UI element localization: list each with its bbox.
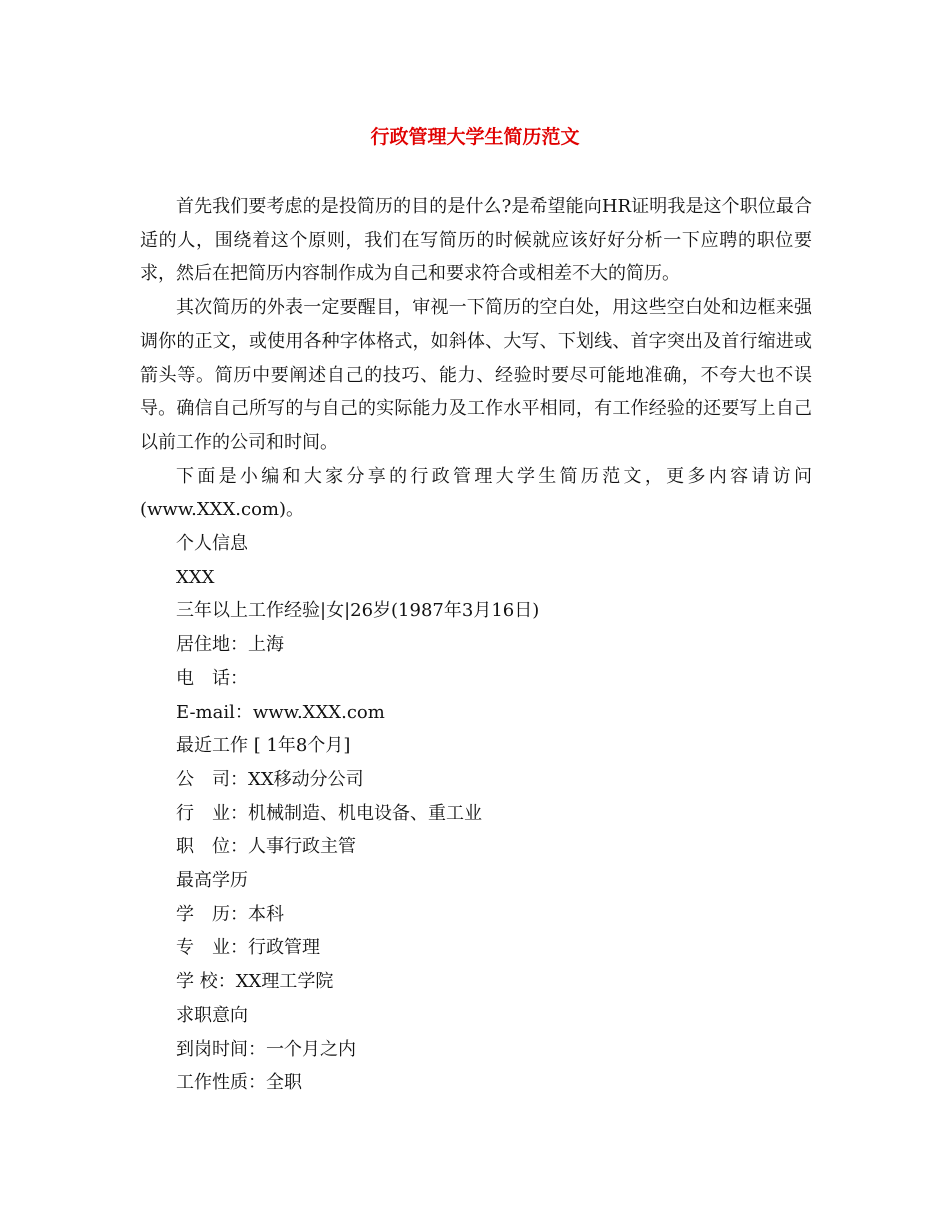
paragraph-appearance: 其次简历的外表一定要醒目，审视一下简历的空白处，用这些空白处和边框来强调你的正文，或使用各种字体格式，如斜体、大写、下划线、首字突出及首行缩进或箭头等。简历中要阐述自己的技巧、能力、经验时要尽可能地准确，不夸大也不误导。确信自己所写的与自己的实际能力及工作水平相同，有工作经验的还要写上自己以前工作的公司和时间。 [140, 297, 812, 453]
info-school: 学 校：XX理工学院 [176, 971, 334, 993]
info-start-time: 到岗时间：一个月之内 [176, 1038, 356, 1060]
document-title: 行政管理大学生简历范文 [370, 126, 580, 148]
info-industry: 行 业：机械制造、机电设备、重工业 [176, 802, 482, 824]
info-email: E-mail：www.XXX.com [176, 701, 385, 723]
info-name: XXX [176, 566, 215, 588]
info-summary: 三年以上工作经验|女|26岁(1987年3月16日) [176, 600, 540, 622]
section-heading-recent-work: 最近工作 [ 1年8个月] [176, 735, 351, 757]
intro-line: 下面是小编和大家分享的行政管理大学生简历范文，更多内容请访问 [176, 465, 812, 487]
info-degree: 学 历：本科 [176, 903, 284, 925]
info-company: 公 司：XX移动分公司 [176, 768, 364, 790]
section-heading-personal-info: 个人信息 [176, 533, 248, 555]
section-heading-job-intention: 求职意向 [176, 1004, 248, 1026]
info-major: 专 业：行政管理 [176, 937, 320, 959]
paragraph-purpose: 首先我们要考虑的是投简历的目的是什么?是希望能向HR证明我是这个职位最合适的人，围绕着这个原则，我们在写简历的时候就应该好好分析一下应聘的职位要求，然后在把简历内容制作成为自己和要求符合或相差不大的简历。 [140, 196, 812, 285]
info-residence: 居住地：上海 [176, 634, 284, 656]
info-phone: 电 话： [176, 667, 248, 689]
info-job-type: 工作性质：全职 [176, 1072, 302, 1094]
document-body [140, 190, 812, 1100]
intro-website: (www.XXX.com)。 [140, 499, 305, 521]
section-heading-education: 最高学历 [176, 870, 248, 892]
resume-info-list [140, 527, 812, 1100]
info-position: 职 位：人事行政主管 [176, 836, 356, 858]
